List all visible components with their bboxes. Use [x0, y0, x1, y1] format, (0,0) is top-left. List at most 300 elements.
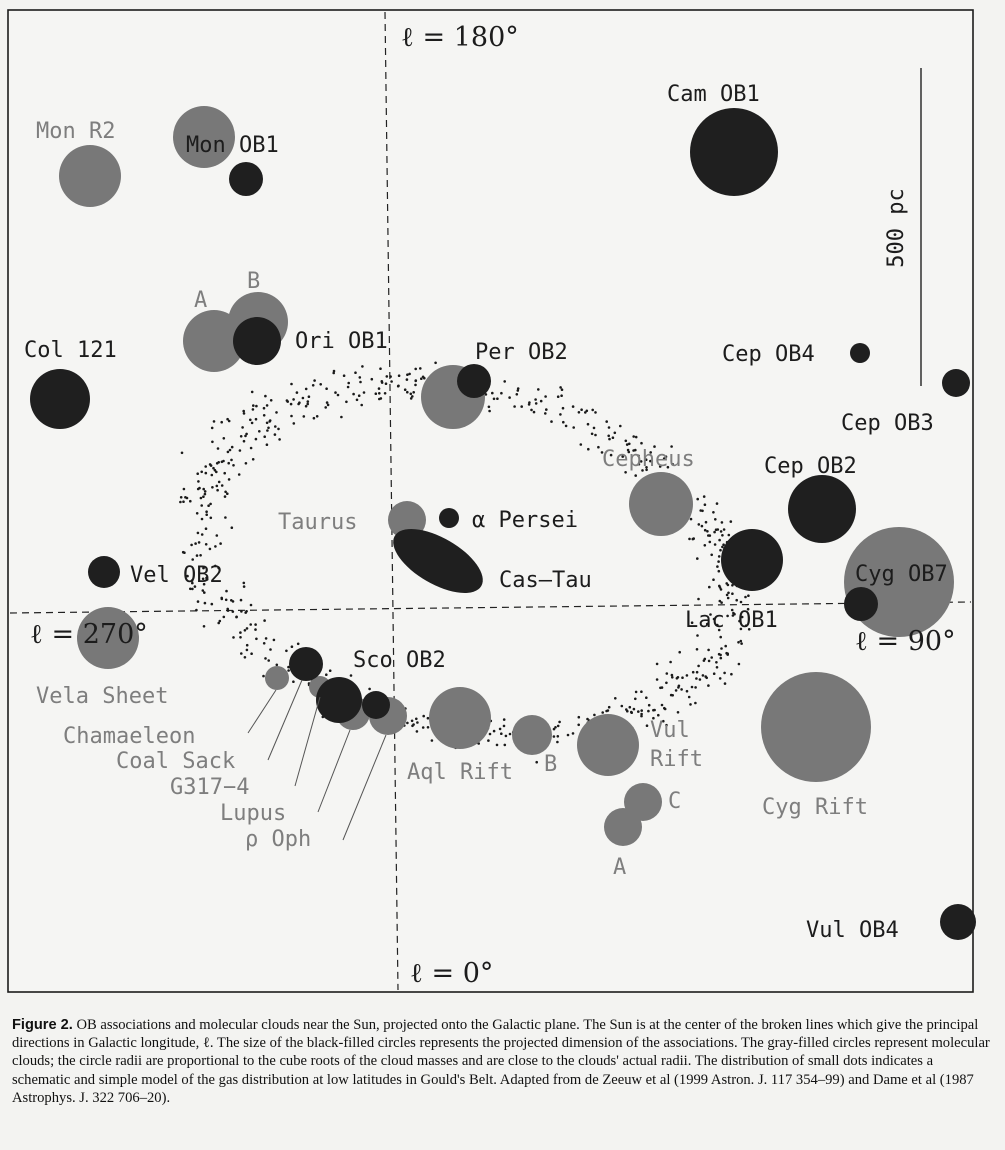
assoc-cyg-ob7 — [844, 587, 878, 621]
gas-dot — [212, 467, 215, 470]
gas-dot — [422, 376, 425, 379]
gas-dot — [504, 744, 507, 747]
gas-dot — [601, 711, 604, 714]
gas-dot — [229, 449, 232, 452]
gas-dot — [325, 673, 328, 676]
gas-dot — [290, 415, 293, 418]
gas-dot — [516, 393, 519, 396]
gas-dot — [714, 543, 717, 546]
gas-dot — [505, 735, 508, 738]
label-rift: Rift — [650, 747, 703, 772]
assoc-per-ob2 — [457, 364, 491, 398]
gas-dot — [291, 645, 294, 648]
gas-dot — [635, 691, 638, 694]
label-cyg-ob7: Cyg OB7 — [855, 562, 948, 587]
gas-dot — [707, 684, 710, 687]
gas-dot — [249, 419, 252, 422]
gas-dot — [737, 641, 740, 644]
gas-dot — [696, 557, 699, 560]
gas-dot — [219, 620, 222, 623]
gas-dot — [640, 715, 643, 718]
gas-dot — [205, 543, 208, 546]
gas-dot — [427, 726, 430, 729]
gas-dot — [211, 486, 214, 489]
gas-dot — [183, 488, 186, 491]
gas-dot — [205, 472, 208, 475]
gas-dot — [211, 474, 214, 477]
gas-dot — [696, 671, 699, 674]
gas-dot — [695, 677, 698, 680]
gas-dot — [560, 394, 563, 397]
gas-dot — [557, 735, 560, 738]
gas-dot — [647, 710, 650, 713]
gas-dot — [656, 678, 659, 681]
gas-dot — [427, 717, 430, 720]
gas-dot — [725, 652, 728, 655]
gas-dot — [594, 411, 597, 414]
gas-dot — [500, 732, 503, 735]
gas-dot — [434, 362, 437, 365]
gas-dot — [226, 418, 229, 421]
gas-dot — [201, 518, 204, 521]
gas-dot — [202, 495, 205, 498]
gas-dot — [380, 397, 383, 400]
gas-dot — [378, 387, 381, 390]
gas-dot — [230, 459, 233, 462]
gas-dot — [203, 591, 206, 594]
gas-dot — [216, 485, 219, 488]
gas-dot — [292, 680, 295, 683]
label-coal-sack: Coal Sack — [116, 749, 236, 774]
gas-dot — [303, 415, 306, 418]
gas-dot — [422, 715, 425, 718]
gas-dot — [246, 627, 249, 630]
gas-dot — [250, 652, 253, 655]
axis-label-180: ℓ = 180° — [401, 22, 519, 53]
gas-dot — [520, 405, 523, 408]
gas-dot — [607, 709, 610, 712]
gas-dot — [633, 708, 636, 711]
gas-dot — [720, 588, 723, 591]
gas-dot — [578, 411, 581, 414]
gas-dot — [327, 404, 330, 407]
gas-dot — [607, 435, 610, 438]
gas-dot — [240, 599, 243, 602]
gas-dot — [207, 504, 210, 507]
gas-dot — [255, 418, 258, 421]
gas-dot — [567, 734, 570, 737]
gas-dot — [410, 397, 413, 400]
gas-dot — [561, 388, 564, 391]
gas-dot — [719, 636, 722, 639]
gas-dot — [196, 554, 199, 557]
gas-dot — [712, 511, 715, 514]
gas-dot — [719, 654, 722, 657]
gas-dot — [411, 720, 414, 723]
gas-dot — [406, 373, 409, 376]
gas-dot — [717, 560, 720, 563]
gas-dot — [211, 427, 214, 430]
gas-dot — [190, 544, 193, 547]
gas-dot — [255, 438, 258, 441]
gas-dot — [254, 623, 257, 626]
cloud-cepheus — [629, 472, 693, 536]
gas-dot — [406, 722, 409, 725]
gas-dot — [680, 688, 683, 691]
gas-dot — [724, 645, 727, 648]
gas-dot — [513, 405, 516, 408]
gas-dot — [681, 676, 684, 679]
gas-dot — [710, 554, 713, 557]
gas-dot — [659, 687, 662, 690]
gas-dot — [727, 597, 730, 600]
assoc-sco-ob2-ucl — [289, 647, 323, 681]
gas-dot — [503, 725, 506, 728]
gas-dot — [689, 703, 692, 706]
gas-dot — [251, 422, 254, 425]
gas-dot — [721, 534, 724, 537]
gas-dot — [308, 395, 311, 398]
gas-dot — [545, 408, 548, 411]
gas-dot — [535, 761, 538, 764]
gas-dot — [285, 650, 288, 653]
gas-dot — [671, 676, 674, 679]
gas-dot — [634, 474, 637, 477]
assoc-vel-ob2 — [88, 556, 120, 588]
gas-dot — [692, 671, 695, 674]
gas-dot — [708, 586, 711, 589]
gas-dot — [204, 493, 207, 496]
gas-dot — [723, 528, 726, 531]
gas-dot — [712, 578, 715, 581]
gas-dot — [205, 510, 208, 513]
gas-dot — [397, 385, 400, 388]
gas-dot — [224, 491, 227, 494]
gas-dot — [675, 689, 678, 692]
gas-dot — [252, 404, 255, 407]
gas-dot — [274, 425, 277, 428]
label-aql-rift: Aql Rift — [407, 760, 513, 785]
gas-dot — [389, 375, 392, 378]
gas-dot — [273, 639, 276, 642]
assoc-mon-ob1 — [229, 162, 263, 196]
gas-dot — [635, 436, 638, 439]
gas-dot — [584, 411, 587, 414]
gas-dot — [697, 665, 700, 668]
gas-dot — [710, 656, 713, 659]
gas-dot — [686, 674, 689, 677]
gas-dot — [614, 697, 617, 700]
label-cepheus: Cepheus — [602, 447, 695, 472]
gas-dot — [713, 531, 716, 534]
gas-dot — [528, 401, 531, 404]
gas-dot — [379, 367, 382, 370]
gas-dot — [228, 478, 231, 481]
gas-dot — [204, 490, 207, 493]
gas-dot — [227, 451, 230, 454]
gas-dot — [255, 638, 258, 641]
gas-dot — [223, 437, 226, 440]
gas-dot — [245, 462, 248, 465]
gas-dot — [244, 656, 247, 659]
gas-dot — [747, 594, 750, 597]
gas-dot — [718, 585, 721, 588]
gas-dot — [420, 377, 423, 380]
gas-dot — [243, 585, 246, 588]
gas-dot — [640, 690, 643, 693]
gas-dot — [200, 497, 203, 500]
gas-dot — [671, 694, 674, 697]
label-mon-r2: Mon R2 — [36, 119, 116, 144]
gas-dot — [553, 735, 556, 738]
gas-dot — [738, 663, 741, 666]
gas-dot — [250, 604, 253, 607]
gas-dot — [267, 659, 270, 662]
label-orion-a: A — [194, 288, 208, 313]
gas-dot — [195, 609, 198, 612]
gas-dot — [243, 412, 246, 415]
gas-dot — [196, 472, 199, 475]
gas-dot — [359, 381, 362, 384]
gas-dot — [223, 472, 226, 475]
gas-dot — [196, 512, 199, 515]
gas-dot — [723, 672, 726, 675]
gas-dot — [619, 425, 622, 428]
gas-dot — [699, 678, 702, 681]
gas-dot — [701, 525, 704, 528]
gas-dot — [694, 702, 697, 705]
gas-dot — [179, 501, 182, 504]
label-vul: Vul — [650, 718, 690, 743]
gas-dot — [721, 546, 724, 549]
gas-dot — [666, 672, 669, 675]
gas-dot — [218, 481, 221, 484]
caption-label: Figure 2. — [12, 1017, 73, 1033]
cloud-aql-rift — [429, 687, 491, 749]
label-cloud-c: C — [668, 789, 682, 814]
gas-dot — [263, 407, 266, 410]
gas-dot — [184, 496, 187, 499]
gas-dot — [702, 674, 705, 677]
gas-dot — [720, 657, 723, 660]
gas-dot — [246, 644, 249, 647]
gas-dot — [740, 640, 743, 643]
gas-dot — [534, 398, 537, 401]
gas-dot — [307, 400, 310, 403]
gas-dot — [503, 380, 506, 383]
gas-dot — [714, 518, 717, 521]
gas-dot — [404, 388, 407, 391]
gas-dot — [415, 718, 418, 721]
gas-dot — [245, 610, 248, 613]
gas-dot — [730, 520, 733, 523]
gas-dot — [240, 652, 243, 655]
gas-dot — [677, 686, 680, 689]
gas-dot — [530, 409, 533, 412]
label-orion-b: B — [247, 269, 261, 294]
gas-dot — [503, 718, 506, 721]
gas-dot — [489, 733, 492, 736]
gas-dot — [634, 698, 637, 701]
scale-bar-label: 500 pc — [884, 188, 909, 268]
gas-dot — [215, 471, 218, 474]
gas-dot — [231, 526, 234, 529]
gas-dot — [352, 393, 355, 396]
gas-dot — [558, 721, 561, 724]
cloud-cyg-rift — [761, 672, 871, 782]
label-lupus: Lupus — [220, 801, 287, 826]
gas-dot — [591, 433, 594, 436]
gas-dot — [205, 527, 208, 530]
gas-dot — [509, 733, 512, 736]
gas-dot — [487, 739, 490, 742]
label-rho-oph: ρ Oph — [245, 827, 312, 852]
gas-dot — [577, 724, 580, 727]
gas-dot — [626, 710, 629, 713]
gas-dot — [265, 637, 268, 640]
gas-dot — [263, 414, 266, 417]
gas-dot — [716, 502, 719, 505]
gas-dot — [508, 396, 511, 399]
gas-dot — [368, 688, 371, 691]
gas-dot — [197, 532, 200, 535]
gas-dot — [371, 378, 374, 381]
gas-dot — [181, 452, 184, 455]
gas-dot — [593, 427, 596, 430]
gas-dot — [217, 447, 220, 450]
gas-dot — [412, 391, 415, 394]
gas-dot — [572, 405, 575, 408]
gas-dot — [232, 610, 235, 613]
gas-dot — [274, 433, 277, 436]
gas-dot — [696, 498, 699, 501]
gas-dot — [578, 716, 581, 719]
label-mon-ob1: Mon OB1 — [186, 133, 279, 158]
gas-dot — [690, 518, 693, 521]
gas-dot — [704, 544, 707, 547]
gas-dot — [264, 395, 267, 398]
gas-dot — [209, 503, 212, 506]
gas-dot — [731, 592, 734, 595]
figure-caption — [12, 1016, 992, 1107]
gas-dot — [716, 666, 719, 669]
gas-dot — [240, 435, 243, 438]
gas-dot — [350, 674, 353, 677]
gas-dot — [637, 710, 640, 713]
gas-dot — [360, 404, 363, 407]
gas-dot — [496, 744, 499, 747]
gas-dot — [587, 448, 590, 451]
gas-dot — [493, 730, 496, 733]
label-aql-rift-b: B — [544, 752, 558, 777]
gas-dot — [250, 447, 253, 450]
gas-dot — [713, 672, 716, 675]
gas-dot — [239, 631, 242, 634]
gas-dot — [705, 521, 708, 524]
gas-dot — [646, 724, 649, 727]
gas-dot — [557, 395, 560, 398]
gas-dot — [246, 649, 249, 652]
label-cyg-rift: Cyg Rift — [762, 795, 868, 820]
gas-dot — [203, 625, 206, 628]
assoc-lac-ob1 — [721, 529, 783, 591]
gas-dot — [697, 598, 700, 601]
gas-dot — [640, 709, 643, 712]
gas-dot — [263, 435, 266, 438]
gas-dot — [223, 616, 226, 619]
gas-dot — [718, 570, 721, 573]
gas-dot — [499, 728, 502, 731]
gas-dot — [201, 533, 204, 536]
gas-dot — [270, 399, 273, 402]
gas-dot — [385, 382, 388, 385]
assoc-cep-ob3 — [942, 369, 970, 397]
gas-dot — [334, 391, 337, 394]
gas-dot — [363, 391, 366, 394]
gas-dot — [688, 696, 691, 699]
gas-dot — [720, 530, 723, 533]
gas-dot — [290, 403, 293, 406]
gas-dot — [696, 634, 699, 637]
gas-dot — [347, 386, 350, 389]
gas-dot — [591, 409, 594, 412]
gas-dot — [657, 714, 660, 717]
gas-dot — [221, 484, 224, 487]
gas-dot — [664, 708, 667, 711]
gas-dot — [305, 388, 308, 391]
cloud-a — [604, 808, 642, 846]
assoc-col-121 — [30, 369, 90, 429]
gas-dot — [230, 599, 233, 602]
gas-dot — [721, 521, 724, 524]
gas-dot — [358, 394, 361, 397]
gas-dot — [608, 426, 611, 429]
gas-dot — [686, 690, 689, 693]
gas-dot — [677, 711, 680, 714]
gas-dot — [704, 658, 707, 661]
gas-dot — [361, 365, 364, 368]
gas-dot — [232, 464, 235, 467]
gas-dot — [696, 648, 699, 651]
gas-dot — [241, 426, 244, 429]
gas-dot — [337, 394, 340, 397]
label-cas-tau: Cas–Tau — [499, 568, 592, 593]
gas-dot — [556, 741, 559, 744]
gas-dot — [665, 682, 668, 685]
gas-dot — [302, 397, 305, 400]
gas-dot — [182, 500, 185, 503]
gas-dot — [211, 441, 214, 444]
gas-dot — [656, 663, 659, 666]
gas-dot — [329, 669, 332, 672]
gas-dot — [211, 603, 214, 606]
gas-dot — [292, 398, 295, 401]
gas-dot — [269, 419, 272, 422]
gas-dot — [258, 430, 261, 433]
gas-dot — [594, 434, 597, 437]
gas-dot — [559, 386, 562, 389]
gas-dot — [580, 408, 583, 411]
gas-dot — [390, 380, 393, 383]
gas-dot — [345, 401, 348, 404]
gas-dot — [730, 673, 733, 676]
label-vela-sheet: Vela Sheet — [36, 684, 169, 709]
gas-dot — [231, 446, 234, 449]
gas-dot — [537, 388, 540, 391]
gas-dot — [199, 554, 202, 557]
gas-dot — [716, 565, 719, 568]
axis-label-0: ℓ = 0° — [410, 958, 494, 989]
